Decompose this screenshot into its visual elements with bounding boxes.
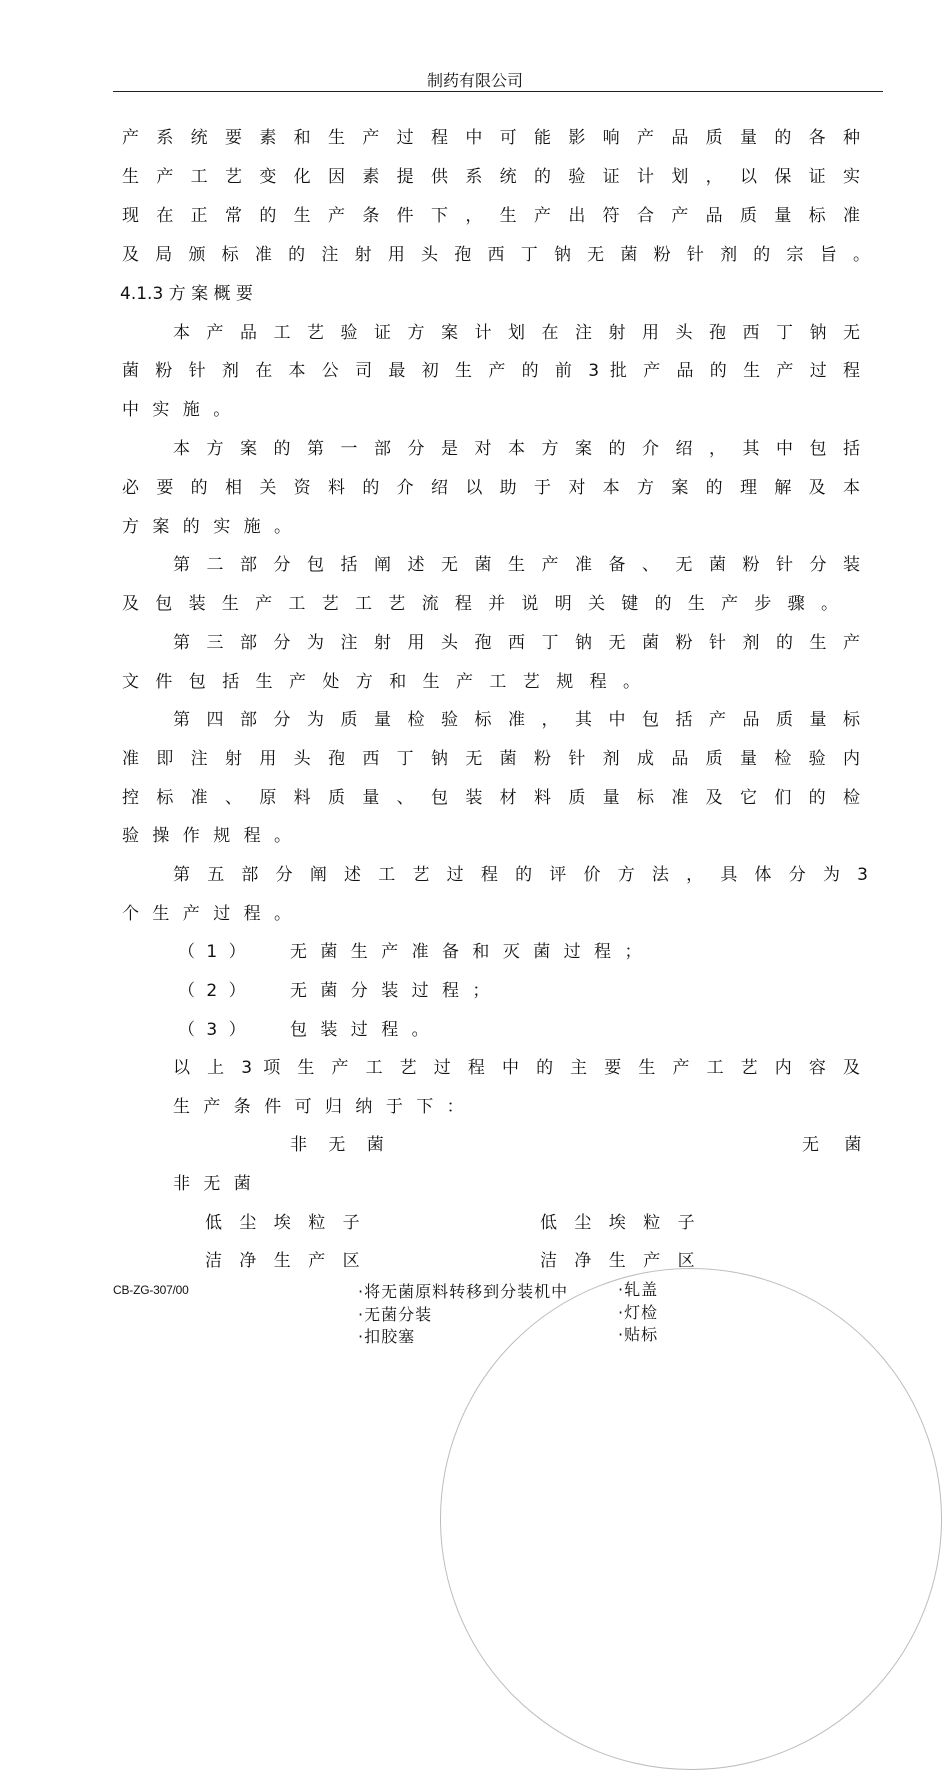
paragraph-line: 产 系 统 要 素 和 生 产 过 程 中 可 能 影 响 产 品 质 量 的 各 种 <box>122 128 860 148</box>
process-step: ·灯检 <box>618 1303 659 1322</box>
paragraph-line: 第 三 部 分 为 注 射 用 头 孢 西 丁 钠 无 菌 粉 针 剂 的 生 产 <box>173 633 860 653</box>
header-divider <box>113 91 883 92</box>
paragraph-line: 现 在 正 常 的 生 产 条 件 下 ， 生 产 出 符 合 产 品 质 量 标 准 <box>122 206 860 226</box>
condition-clean-area: 洁 净 生 产 区 <box>540 1251 701 1271</box>
paragraph-line: 生 产 工 艺 变 化 因 素 提 供 系 统 的 验 证 计 划 ， 以 保 证 实 <box>122 167 860 187</box>
document-code: CB-ZG-307/00 <box>113 1283 189 1297</box>
zone-label-non-sterile-left: 非 无 菌 <box>173 1174 255 1194</box>
paragraph-line: 控 标 准 、 原 料 质 量 、 包 装 材 料 质 量 标 准 及 它 们 的 检 <box>122 788 860 808</box>
list-item-number: （ 2 ） <box>178 981 249 1001</box>
paragraph-line: 菌 粉 针 剂 在 本 公 司 最 初 生 产 的 前 3 批 产 品 的 生 产 过 程 <box>122 361 860 381</box>
paragraph-line: 第 四 部 分 为 质 量 检 验 标 准 ， 其 中 包 括 产 品 质 量 标 <box>173 710 860 730</box>
paragraph-line: 个 生 产 过 程 。 <box>122 904 296 924</box>
paragraph-line: 必 要 的 相 关 资 料 的 介 绍 以 助 于 对 本 方 案 的 理 解 及 本 <box>122 478 860 498</box>
paragraph-line: 以 上 3 项 生 产 工 艺 过 程 中 的 主 要 生 产 工 艺 内 容 及 <box>173 1058 860 1078</box>
paragraph-line: 生 产 条 件 可 归 纳 于 下 ： <box>173 1097 468 1117</box>
paragraph-line: 方 案 的 实 施 。 <box>122 517 296 537</box>
paragraph-line: 中 实 施 。 <box>122 400 235 420</box>
paragraph-line: 准 即 注 射 用 头 孢 西 丁 钠 无 菌 粉 针 剂 成 品 质 量 检 验 内 <box>122 749 860 769</box>
list-item-text: 无 菌 分 装 过 程 ； <box>290 981 494 1001</box>
section-heading: 4.1.3 方 案 概 要 <box>120 284 253 304</box>
process-zone-circle <box>440 1268 942 1770</box>
paragraph-line: 第 二 部 分 包 括 阐 述 无 菌 生 产 准 备 、 无 菌 粉 针 分 装 <box>173 555 860 575</box>
paragraph-line: 本 产 品 工 艺 验 证 方 案 计 划 在 注 射 用 头 孢 西 丁 钠 无 <box>173 323 860 343</box>
paragraph-line: 本 方 案 的 第 一 部 分 是 对 本 方 案 的 介 绍 ， 其 中 包 括 <box>173 439 860 459</box>
paragraph-line: 及 局 颁 标 准 的 注 射 用 头 孢 西 丁 钠 无 菌 粉 针 剂 的 宗 旨 。 <box>122 245 870 265</box>
process-step: ·轧盖 <box>618 1280 659 1299</box>
condition-low-dust: 低 尘 埃 粒 子 <box>205 1213 366 1233</box>
paragraph-line: 验 操 作 规 程 。 <box>122 826 296 846</box>
page-header-company: 制药有限公司 <box>426 71 523 90</box>
paragraph-line: 文 件 包 括 生 产 处 方 和 生 产 工 艺 规 程 。 <box>122 672 640 692</box>
condition-low-dust: 低 尘 埃 粒 子 <box>540 1213 701 1233</box>
list-item-text: 包 装 过 程 。 <box>290 1020 433 1040</box>
zone-label-non-sterile: 非 无 菌 <box>290 1135 392 1155</box>
condition-clean-area: 洁 净 生 产 区 <box>205 1251 366 1271</box>
process-step: ·无菌分装 <box>358 1305 433 1324</box>
zone-label-sterile: 无 菌 <box>802 1135 872 1155</box>
list-item-number: （ 1 ） <box>178 942 249 962</box>
paragraph-line: 及 包 装 生 产 工 艺 工 艺 流 程 并 说 明 关 键 的 生 产 步 骤 。 <box>122 594 838 614</box>
list-item-number: （ 3 ） <box>178 1020 249 1040</box>
paragraph-line: 第 五 部 分 阐 述 工 艺 过 程 的 评 价 方 法 ， 具 体 分 为 3 <box>173 865 868 885</box>
list-item-text: 无 菌 生 产 准 备 和 灭 菌 过 程 ； <box>290 942 646 962</box>
process-step: ·扣胶塞 <box>358 1327 416 1346</box>
process-step: ·将无菌原料转移到分装机中 <box>358 1282 569 1301</box>
process-step: ·贴标 <box>618 1325 659 1344</box>
